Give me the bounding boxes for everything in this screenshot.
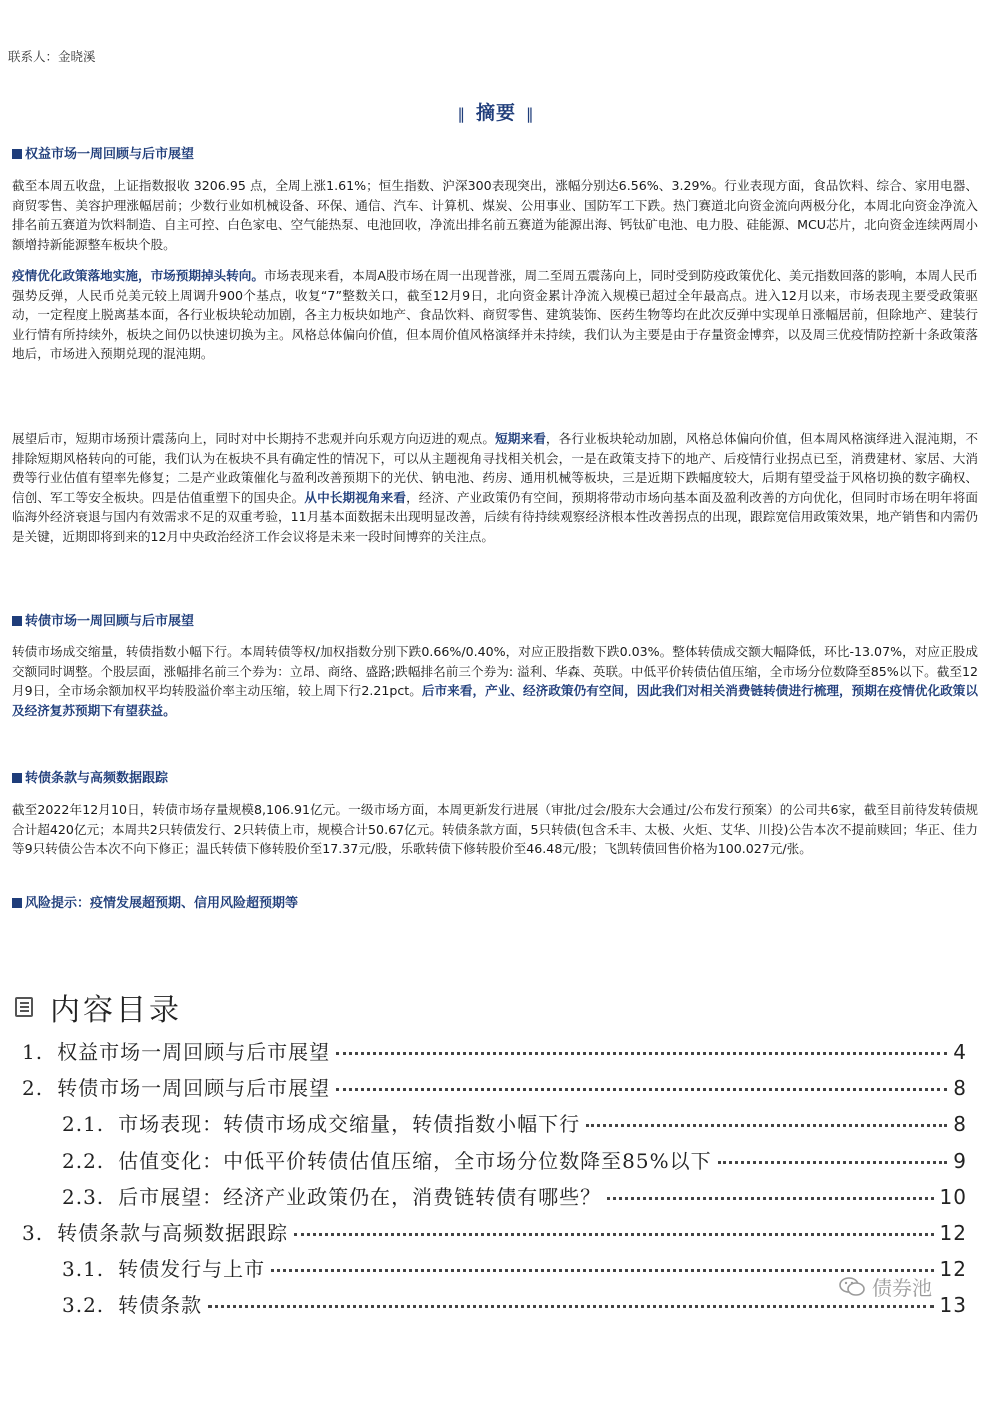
toc-item-page: 9 — [953, 1149, 967, 1173]
equity-p3-highlight-short: 短期来看 — [495, 431, 546, 446]
toc-item-number: 2.3. — [62, 1185, 105, 1209]
toc-item-page: 8 — [953, 1076, 967, 1100]
toc-item-page: 13 — [939, 1293, 967, 1317]
title-bar-left: ‖ — [457, 105, 466, 123]
square-bullet-icon — [12, 898, 22, 908]
section-head-terms: 转债条款与高频数据跟踪 — [12, 767, 168, 786]
toc-item-page: 12 — [939, 1257, 967, 1281]
toc-item[interactable] — [22, 1072, 967, 1101]
equity-p3-part-b: ，各行业板块轮动加剧，风格总体偏向价值，但本周风格演绎进入混沌期，不排除短期风格转向的可能，我们认为在板块不具有确定性的情况下，可以从主题视角寻找相关机会，一是在政策支持下的地产、后疫情行业拐点已至，消费建材、家居、大消费等行业估值有望率先修复；二是产业政策催化与盈利改善预期下的光伏、钠电池、药房、通用机械等板块，三是近期下跌幅度较大，后期有望受益于风格切换的数字确权、信创、军工等安全板块。四是估值重塑下的国央企。 — [12, 431, 979, 505]
toc-item-number: 3. — [22, 1221, 44, 1245]
summary-title — [0, 98, 992, 125]
contact-line: 联系人：金晓溪 — [8, 49, 96, 64]
document-icon — [15, 997, 33, 1017]
equity-paragraph-1: 截至本周五收盘，上证指数报收 3206.95 点，全周上涨1.61%；恒生指数、沪深300表现突出，涨幅分别达6.56%、3.29%。行业表现方面，食品饮料、综合、家用电器、商贸零售、美容护理涨幅居前；少数行业如机械设备、环保、通信、汽车、计算机、煤炭、公用事业、国防军工下跌。热门赛道北向资金流向两极分化，本周北向资金净流入排名前五赛道为饮料制造、自主可控、白色家电、空气能热泵、电池回收，净流出排名前五赛道为能源出海、钙钛矿电池、电力股、硅能源、MCU芯片，北向资金连续两周小额增持新能源整车板块个股。 — [12, 178, 978, 252]
summary-title-text: 摘要 — [475, 102, 516, 124]
equity-paragraph-2 — [12, 266, 978, 364]
toc-item[interactable] — [62, 1289, 967, 1318]
toc-item-page: 12 — [939, 1221, 967, 1245]
toc-item-page: 10 — [939, 1185, 967, 1209]
toc-item-number: 2. — [22, 1076, 44, 1100]
toc-item-label: 后市展望：经济产业政策仍在，消费链转债有哪些？ — [118, 1185, 602, 1209]
toc-item-number: 2.2. — [62, 1149, 105, 1173]
toc-item[interactable] — [62, 1253, 967, 1282]
toc-item-label: 估值变化：中低平价转债估值压缩，全市场分位数降至85%以下 — [118, 1149, 712, 1173]
toc-item[interactable] — [62, 1108, 967, 1137]
terms-paragraph-1: 截至2022年12月10日，转债市场存量规模8,106.91亿元。一级市场方面，本周更新发行进展（审批/过会/股东大会通过/公布发行预案）的公司共6家，截至目前待发转债规合计超420亿元；本周共2只转债发行、2只转债上市，规模合计50.67亿元。转债条款方面，5只转债(包含禾丰、太极、火炬、艾华、川投)公告本次不提前赎回；华正、佳力等9只转债公告本次不向下修正；温氏转债下修转股价至17.37元/股，乐歌转债下修转股价至46.48元/股；飞凯转债回售价格为100.027元/张。 — [12, 802, 978, 856]
square-bullet-icon — [12, 616, 22, 626]
toc-item-page: 4 — [953, 1040, 967, 1064]
watermark — [838, 1272, 932, 1301]
toc-title: 内容目录 — [50, 993, 182, 1028]
toc-item-number: 3.1. — [62, 1257, 105, 1281]
toc-item-page: 8 — [953, 1112, 967, 1136]
toc-item[interactable] — [22, 1217, 967, 1246]
toc-leader-dots — [294, 1233, 933, 1236]
watermark-text: 债券池 — [872, 1276, 932, 1300]
toc-leader-dots — [208, 1305, 933, 1308]
wechat-icon — [838, 1276, 866, 1298]
toc-item-number: 1. — [22, 1040, 44, 1064]
equity-p3-highlight-long: 从中长期视角来看 — [304, 489, 407, 505]
cb-p1-highlight: 后市来看，产业、经济政策仍有空间，因此我们对相关消费链转债进行梳理，预期在疫情优化政策以及经济复苏预期下有望获益。 — [12, 683, 978, 718]
square-bullet-icon — [12, 149, 22, 159]
title-bar-right: ‖ — [526, 105, 535, 123]
toc-item-number: 2.1. — [62, 1112, 105, 1136]
section-head-cb: 转债市场一周回顾与后市展望 — [12, 610, 194, 629]
toc-item-label: 权益市场一周回顾与后市展望 — [57, 1040, 331, 1064]
toc-item-label: 转债市场一周回顾与后市展望 — [57, 1076, 331, 1100]
toc-item-label: 转债发行与上市 — [118, 1257, 266, 1281]
toc-item-number: 3.2. — [62, 1293, 105, 1317]
square-bullet-icon — [12, 773, 22, 783]
toc-leader-dots — [271, 1269, 933, 1272]
toc-item-label: 转债条款与高频数据跟踪 — [57, 1221, 289, 1245]
equity-p3-part-c: ，经济、产业政策仍有空间，预期将带动市场向基本面及盈利改善的方向优化，但同时市场在明年将面临海外经济衰退与国内有效需求不足的双重考验，11月基本面数据未出现明显改善，后续有待持续观察经济根本性改善拐点的出现，跟踪宽信用政策效果，地产销售和内需仍是关键，近期即将到来的12月中央政治经济工作会议将是未来一段时间博弈的关注点。 — [12, 489, 979, 544]
section-head-risk: 风险提示：疫情发展超预期、信用风险超预期等 — [12, 892, 298, 911]
toc-item[interactable] — [22, 1036, 967, 1065]
equity-paragraph-3 — [12, 429, 978, 546]
toc-leader-dots — [336, 1052, 947, 1055]
equity-p3-part-a: 展望后市，短期市场预计震荡向上，同时对中长期持不悲观并向乐观方向迈进的观点。 — [12, 431, 496, 446]
toc-item[interactable] — [62, 1145, 967, 1174]
toc-item-label: 市场表现：转债市场成交缩量，转债指数小幅下行 — [118, 1112, 581, 1136]
toc-leader-dots — [718, 1161, 948, 1164]
toc-item-label: 转债条款 — [118, 1293, 203, 1317]
equity-paragraph-2-text: 市场表现来看，本周A股市场在周一出现普涨，周二至周五震荡向上，同时受到防疫政策优化、美元指数回落的影响，本周人民币强势反弹，人民币兑美元较上周调升900个基点，收复“7”整数关口，截至12月9日，北向资金累计净流入规模已超过全年最高点。进入12月以来，市场表现主要受政策驱动，一定程度上脱离基本面，各行业板块轮动加剧，各主力板块如地产、食品饮料、商贸零售、建筑装饰、医药生物等均在此次反弹中实现单日涨幅居前，但除地产、建装行业行情有所持续外，板块之间仍以快速切换为主。风格总体偏向价值，但本周价值风格演绎并未持续，我们认为主要是由于存量资金博弈，以及周三优疫情防控新十条政策落地后，市场进入预期兑现的混沌期。 — [12, 268, 979, 361]
cb-p1-text: 转债市场成交缩量，转债指数小幅下行。本周转债等权/加权指数分别下跌0.66%/0.40%，对应正股指数下跌0.03%。整体转债成交额大幅降低，环比-13.07%，对应正股成交额同时调整。个股层面，涨幅排名前三个券为：立昂、商络、盛路;跌幅排名前三个券为: 溢利、华森、英联。中低平价转债估值压缩，全市场分位数降至85%以下。截至12月9日，全市场余额加权平均转股溢价率主动压缩，较上周下行2.21pct。 — [12, 644, 978, 698]
equity-paragraph-2-highlight: 疫情优化政策落地实施，市场预期掉头转向。 — [12, 268, 264, 283]
toc-leader-dots — [336, 1088, 947, 1091]
cb-paragraph-1 — [12, 642, 978, 720]
toc-leader-dots — [607, 1197, 933, 1200]
toc-item[interactable] — [62, 1181, 967, 1210]
toc-leader-dots — [586, 1124, 947, 1127]
section-head-equity: 权益市场一周回顾与后市展望 — [12, 143, 194, 162]
